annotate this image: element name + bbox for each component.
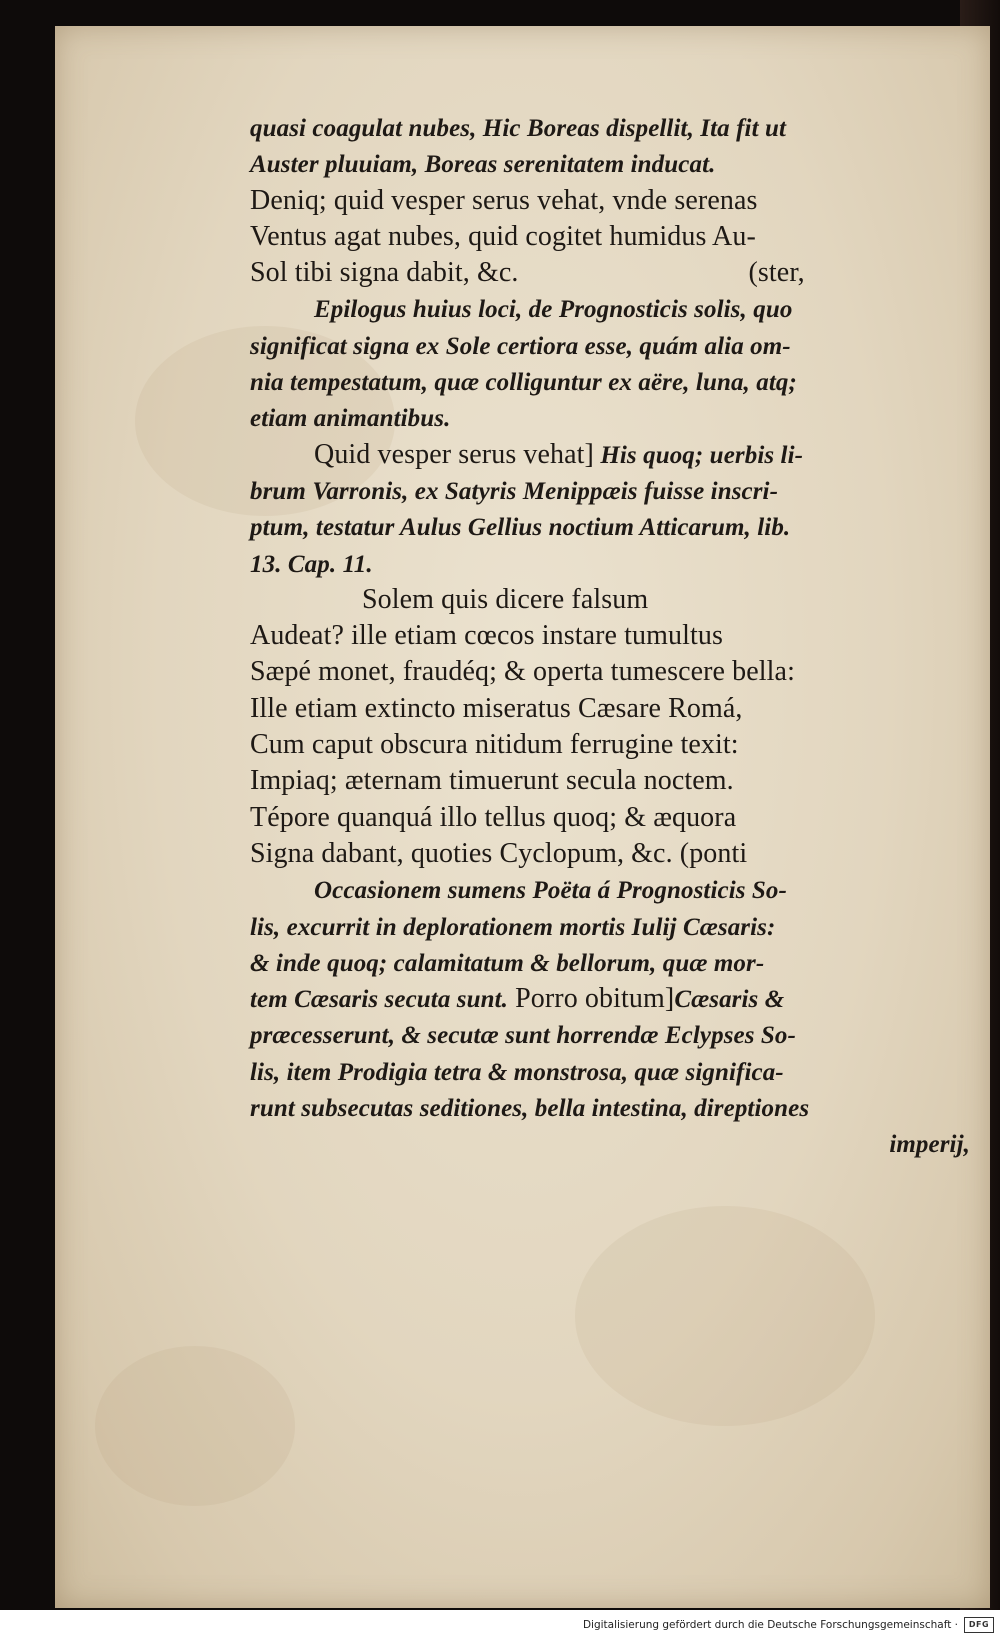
text-line (250, 691, 970, 727)
text-line (250, 546, 970, 582)
text-segment: significat signa ex Sole certiora esse, quám alia om- (250, 332, 791, 360)
footer-credit: Digitalisierung gefördert durch die Deutsche Forschungsgemeinschaft · (582, 1619, 958, 1631)
text-line (250, 400, 970, 436)
text-line (250, 183, 970, 219)
text-segment: Porro obitum] (508, 983, 675, 1015)
text-segment: Tépore quanquá illo tellus quoq; & æquora (250, 801, 737, 833)
text-line (250, 727, 970, 763)
text-segment: Occasionem sumens Poëta á Prognosticis So- (314, 877, 787, 905)
text-segment: nia tempestatum, quæ colliguntur ex aëre, luna, atq; (250, 369, 797, 397)
text-line (250, 1090, 970, 1126)
paper-stain (95, 1346, 295, 1506)
text-segment: Epilogus huius loci, de Prognosticis solis, quo (314, 296, 793, 324)
text-line (250, 473, 970, 509)
text-line (250, 582, 970, 618)
text-segment: præcesserunt, & secutæ sunt horrendæ Eclypses So- (250, 1022, 796, 1050)
text-segment: tem Cæsaris secuta sunt. (250, 986, 509, 1014)
text-segment: Audeat? ille etiam cœcos instare tumultus (250, 620, 723, 652)
text-line (250, 909, 970, 945)
text-segment: His quoq; uerbis li- (593, 441, 804, 469)
text-line (250, 291, 970, 327)
text-segment: ptum, testatur Aulus Gellius noctium Atticarum, lib. (250, 514, 791, 542)
text-line (250, 509, 970, 545)
text-segment: Cum caput obscura nitidum ferrugine texit: (250, 729, 739, 761)
text-segment: quasi coagulat nubes, Hic Boreas dispellit, Ita fit ut (250, 115, 787, 142)
text-segment: lis, excurrit in deplorationem mortis Iulij Cæsaris: (250, 913, 776, 941)
text-line (250, 618, 970, 654)
dfg-logo: DFG (964, 1617, 994, 1633)
text-segment: imperij, (889, 1131, 970, 1159)
text-segment: Quid vesper serus vehat] (314, 438, 594, 470)
text-line (250, 800, 970, 836)
text-line (250, 110, 970, 146)
text-segment: runt subsecutas seditiones, bella intestina, direptiones (250, 1095, 810, 1123)
paper-stain (575, 1206, 875, 1426)
text-segment: Sol tibi signa dabit, &c. (250, 257, 519, 289)
text-line (250, 328, 970, 364)
text-segment: Signa dabant, quoties Cyclopum, &c. (ponti (250, 837, 748, 869)
text-segment: (ster, (748, 257, 805, 289)
footer-bar (0, 1610, 1000, 1638)
text-line (250, 1126, 970, 1162)
text-line (250, 1017, 970, 1053)
text-line (250, 364, 970, 400)
text-segment: Deniq; quid vesper serus vehat, vnde serenas (250, 184, 758, 216)
text-line (250, 945, 970, 981)
text-line (250, 763, 970, 799)
text-line (250, 1054, 970, 1090)
text-segment: Cæsaris & (674, 986, 785, 1014)
text-segment: etiam animantibus. (250, 405, 451, 433)
text-segment: & inde quoq; calamitatum & bellorum, quæ mor- (250, 949, 765, 977)
text-segment: Ventus agat nubes, quid cogitet humidus Au- (250, 220, 756, 252)
text-segment: Solem quis dicere falsum (362, 583, 649, 615)
text-line (250, 654, 970, 690)
text-segment: Auster pluuiam, Boreas serenitatem inducat. (250, 151, 716, 179)
text-segment: Impiaq; æternam timuerunt secula noctem. (250, 765, 734, 797)
text-segment: 13. Cap. 11. (250, 550, 373, 578)
text-segment: Ille etiam extincto miseratus Cæsare Romá, (250, 692, 743, 724)
text-line (250, 437, 970, 473)
text-line (250, 255, 970, 291)
text-line (250, 219, 970, 255)
text-line (250, 146, 970, 182)
page-text-block (250, 110, 970, 1163)
text-segment: lis, item Prodigia tetra & monstrosa, quæ significa- (250, 1058, 784, 1086)
text-line (250, 872, 970, 908)
text-segment: brum Varronis, ex Satyris Menippæis fuisse inscri- (250, 477, 779, 505)
text-line (250, 981, 970, 1017)
text-line (250, 836, 970, 872)
text-segment: Sæpé monet, fraudéq; & operta tumescere bella: (250, 656, 795, 688)
